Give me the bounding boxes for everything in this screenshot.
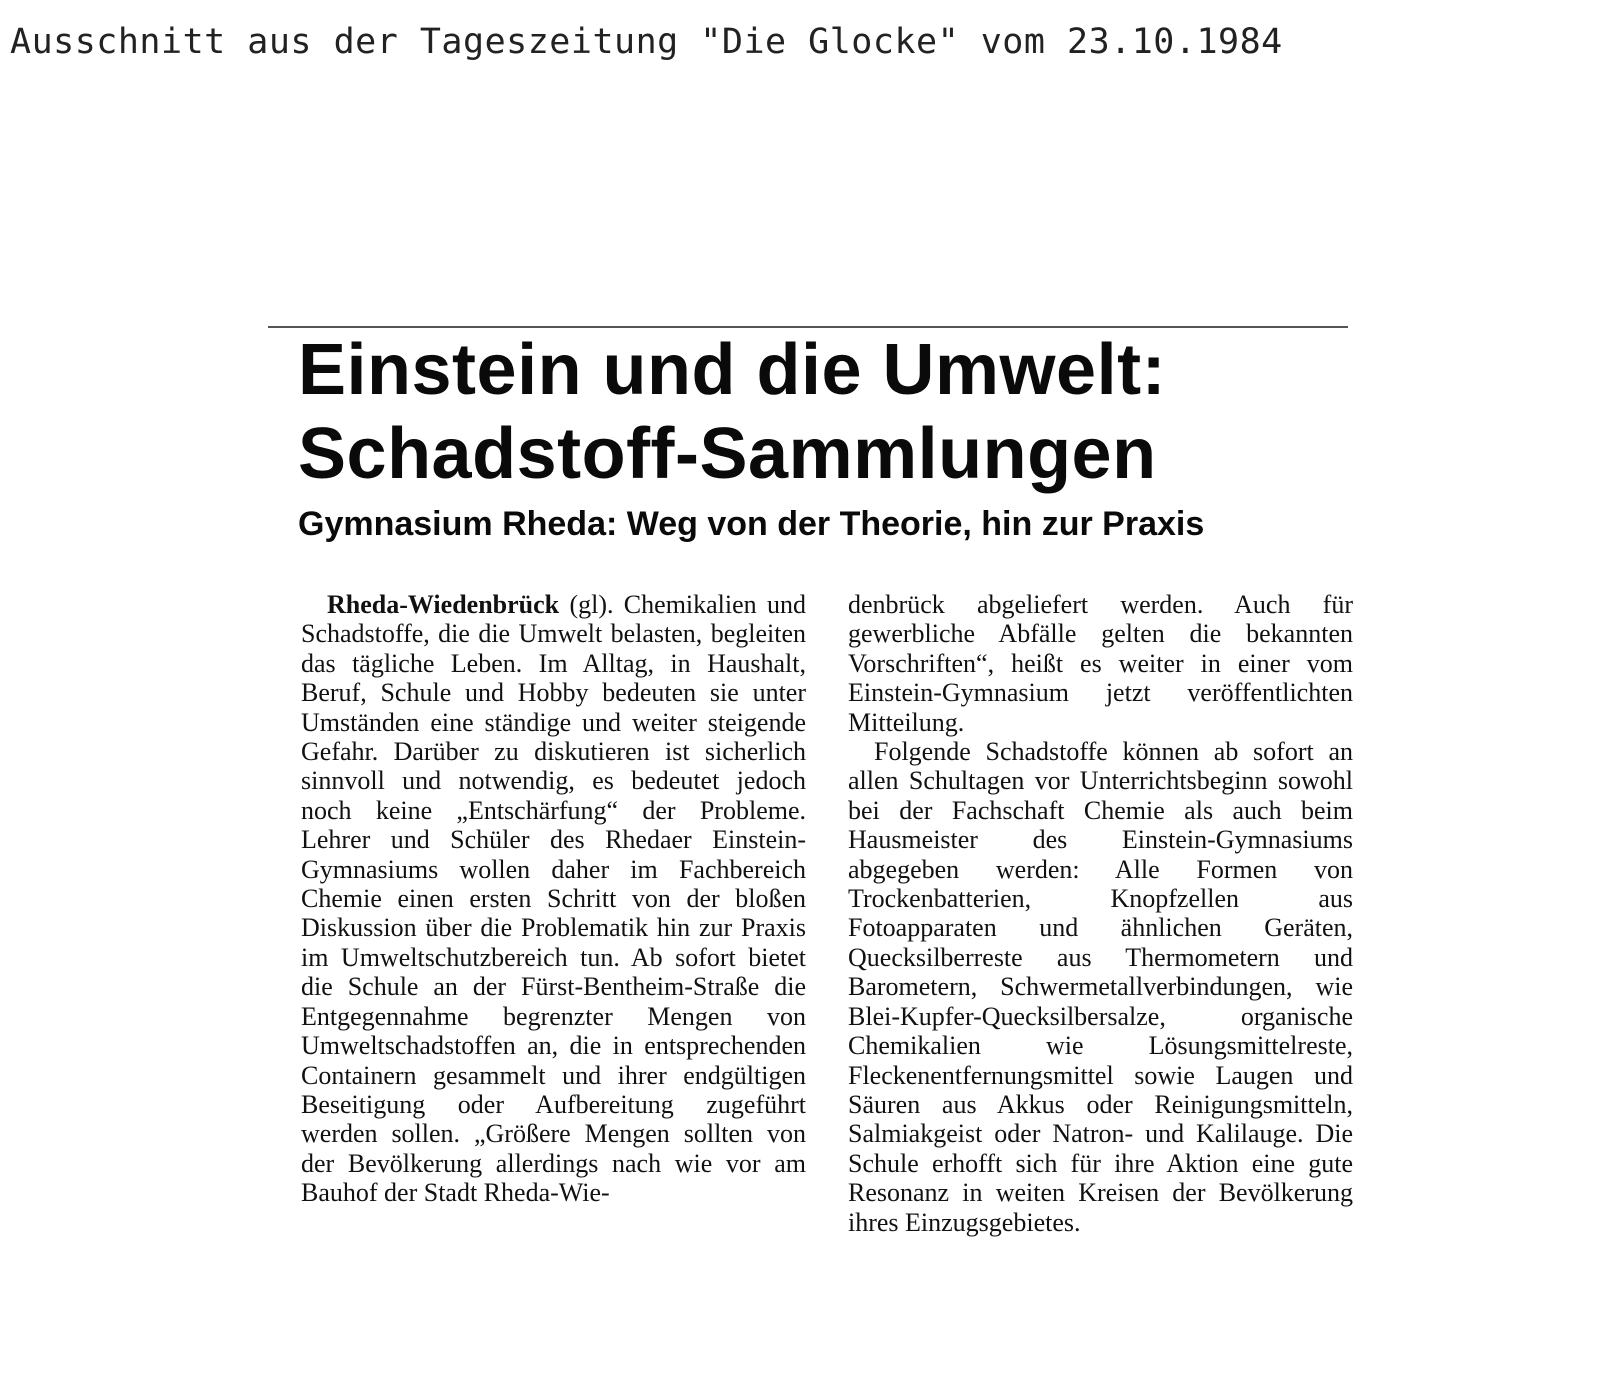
paragraph-2: denbrück abgeliefert werden. Auch für gewerbliche Abfälle gelten die bekannten Vorschriften“, heißt es weiter in einer vom Einstein-Gymnasium jetzt veröffentlichten Mitteilung. bbox=[848, 590, 1353, 737]
headline-line-2: Schadstoff-Sammlungen bbox=[298, 414, 1157, 494]
paragraph-1-text: (gl). Chemikalien und Schadstoffe, die die Umwelt belasten, begleiten das tägliche Leben. Im Alltag, in Haushalt, Beruf, Schule und Hobby bedeuten sie unter Umständen eine ständige und weiter steigende Gefahr. Darüber zu diskutieren ist sicherlich sinnvoll und notwendig, es bedeutet jedoch noch keine „Entschärfung“ der Probleme. Lehrer und Schüler des Rhedaer Einstein-Gymnasiums wollen daher im Fachbereich Chemie einen ersten Schritt von der bloßen Diskussion über die Problematik hin zur Praxis im Umweltschutzbereich tun. Ab sofort bietet die Schule an der Fürst-Bentheim-Straße die Entgegennahme begrenzter Mengen von Umweltschadstoffen an, die in entsprechenden Containern gesammelt und ihrer endgültigen Beseitigung oder Aufbereitung zugeführt werden sollen. „Größere Mengen sollten von der Bevölkerung allerdings nach wie vor am Bauhof der Stadt Rheda-Wie- bbox=[301, 590, 806, 1208]
article-headline bbox=[298, 328, 1166, 496]
paragraph-3: Folgende Schadstoffe können ab sofort an allen Schultagen vor Unterrichtsbeginn sowohl bei der Fachschaft Chemie als auch beim Hausmeister des Einstein-Gymnasiums abgegeben werden: Alle Formen von Trockenbatterien, Knopfzellen aus Fotoapparaten und ähnlichen Geräten, Quecksilberreste aus Thermometern und Barometern, Schwermetallverbindungen, wie Blei-Kupfer-Quecksilbersalze, organische Chemikalien wie Lösungsmittelreste, Fleckenentfernungsmittel sowie Laugen und Säuren aus Akkus oder Reinigungsmitteln, Salmiakgeist oder Natron- und Kalilauge. Die Schule erhofft sich für ihre Aktion eine gute Resonanz in weiten Kreisen der Bevölkerung ihres Einzugsgebietes. bbox=[848, 737, 1353, 1237]
newspaper-clipping bbox=[268, 326, 1370, 1366]
article-subheadline: Gymnasium Rheda: Weg von der Theorie, hin zur Praxis bbox=[298, 505, 1205, 543]
clipping-caption: Ausschnitt aus der Tageszeitung "Die Glocke" vom 23.10.1984 bbox=[10, 22, 1283, 62]
article-column-2 bbox=[848, 590, 1353, 1360]
article-column-1 bbox=[301, 590, 806, 1360]
article-body bbox=[301, 590, 1361, 1360]
headline-line-1: Einstein und die Umwelt: bbox=[298, 330, 1167, 410]
paragraph-1 bbox=[301, 590, 806, 1208]
dateline: Rheda-Wiedenbrück bbox=[327, 590, 560, 619]
